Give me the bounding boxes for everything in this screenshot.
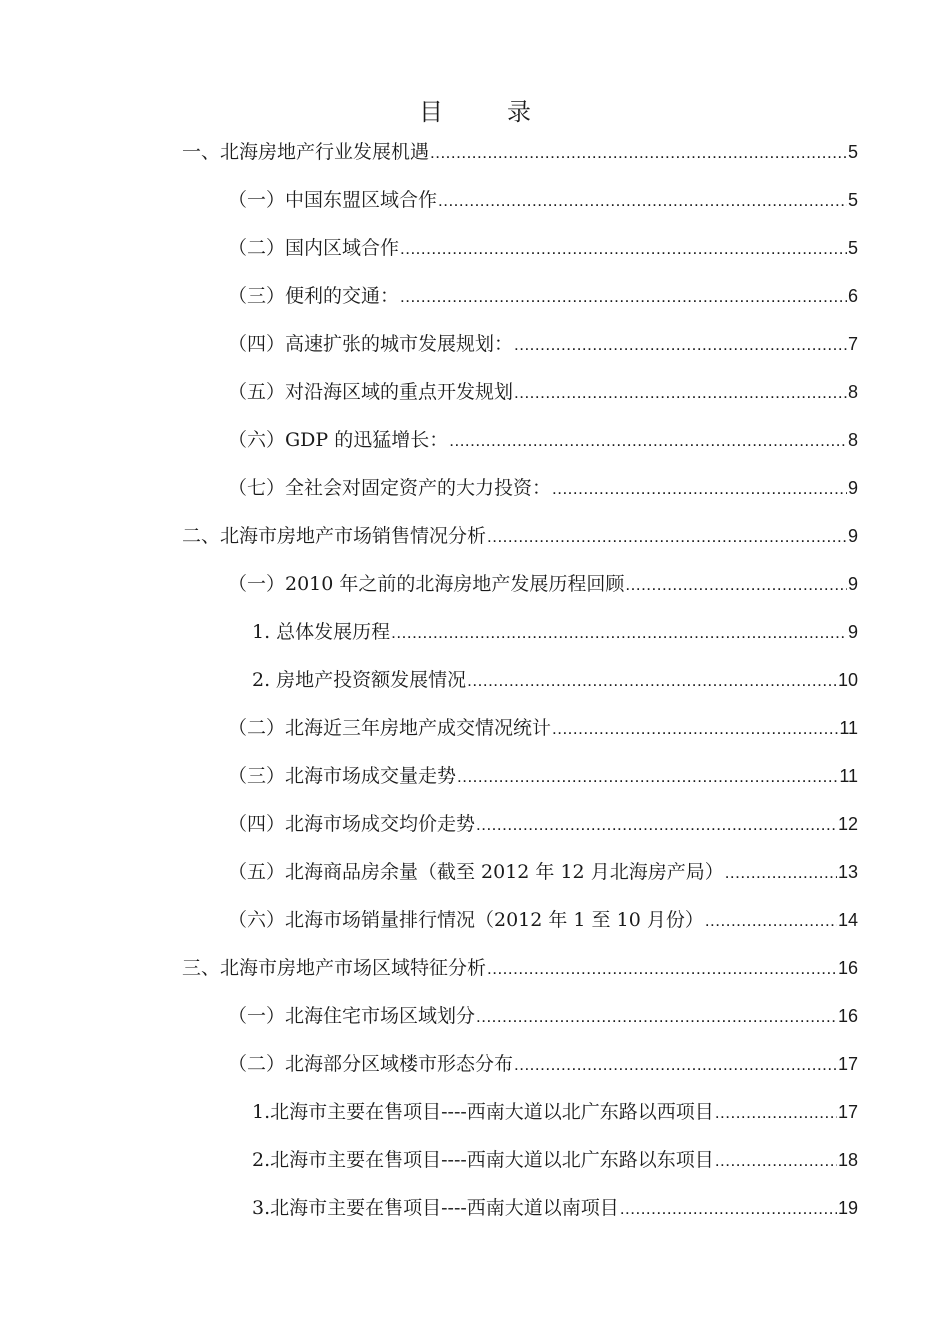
toc-entry[interactable]: [252, 1136, 858, 1184]
dot-leader: [430, 129, 847, 177]
toc-page-number: 18: [837, 1150, 858, 1170]
toc-entry-text: （二）北海近三年房地产成交情况统计: [228, 717, 552, 739]
dot-leader: [552, 465, 847, 513]
toc-entry[interactable]: [228, 560, 858, 608]
toc-entry-text: 3.北海市主要在售项目----西南大道以南项目: [252, 1197, 619, 1219]
toc-entry-text: （二）国内区域合作: [228, 237, 400, 259]
toc-entry[interactable]: [228, 704, 858, 752]
toc-page-number: 14: [837, 910, 858, 930]
toc-entry[interactable]: [228, 896, 858, 944]
toc-entry-text: （三）北海市场成交量走势: [228, 765, 457, 787]
toc-page-number: 19: [837, 1198, 858, 1218]
toc-entry[interactable]: [252, 1184, 858, 1232]
dot-leader: [400, 225, 847, 273]
toc-entry-text: 二、北海市房地产市场销售情况分析: [182, 525, 487, 547]
toc-page-number: 10: [837, 670, 858, 690]
toc-page-number: 17: [837, 1102, 858, 1122]
toc-page-number: 13: [837, 862, 858, 882]
toc-page-number: 16: [837, 958, 858, 978]
toc-page-number: 11: [839, 766, 858, 786]
toc-entry[interactable]: [252, 608, 858, 656]
toc-entry-text: （五）北海商品房余量（截至 2012 年 12 月北海房产局）: [228, 861, 724, 883]
toc-page-number: 5: [847, 238, 858, 258]
toc-entry-text: 一、北海房地产行业发展机遇: [182, 141, 430, 163]
toc-entry[interactable]: [252, 1088, 858, 1136]
toc-entry-text: 三、北海市房地产市场区域特征分析: [182, 957, 487, 979]
dot-leader: [514, 1041, 837, 1089]
toc-entry[interactable]: [228, 752, 858, 800]
toc-entry-text: （二）北海部分区域楼市形态分布: [228, 1053, 514, 1075]
dot-leader: [715, 1137, 837, 1185]
dot-leader: [449, 417, 847, 465]
toc-page-number: 9: [847, 478, 858, 498]
toc-page-number: 11: [839, 718, 858, 738]
toc-page-number: 9: [847, 526, 858, 546]
toc-entry-text: （四）北海市场成交均价走势: [228, 813, 476, 835]
toc-entry[interactable]: [228, 992, 858, 1040]
toc-entry[interactable]: [228, 272, 858, 320]
dot-leader: [467, 657, 837, 705]
toc-entry[interactable]: [228, 368, 858, 416]
toc-entry[interactable]: [228, 320, 858, 368]
dot-leader: [514, 321, 847, 369]
toc-entry[interactable]: [228, 464, 858, 512]
toc-title: 目 录: [419, 98, 551, 126]
toc-entry-text: （六）北海市场销量排行情况（2012 年 1 至 10 月份）: [228, 909, 704, 931]
toc-entry[interactable]: [228, 1040, 858, 1088]
dot-leader: [514, 369, 847, 417]
toc-page-number: 12: [837, 814, 858, 834]
toc-page-number: 6: [847, 286, 858, 306]
dot-leader: [625, 561, 847, 609]
toc-entry-text: （一）北海住宅市场区域划分: [228, 1005, 476, 1027]
toc-entry[interactable]: [228, 848, 858, 896]
toc-page-number: 8: [847, 430, 858, 450]
toc-entry[interactable]: [228, 224, 858, 272]
toc-entry[interactable]: [228, 416, 858, 464]
toc-entry[interactable]: [182, 944, 858, 992]
dot-leader: [400, 273, 847, 321]
dot-leader: [476, 993, 837, 1041]
dot-leader: [391, 609, 847, 657]
toc-entry[interactable]: [252, 656, 858, 704]
toc-page-number: 9: [847, 574, 858, 594]
toc-entry-text: （一）2010 年之前的北海房地产发展历程回顾: [228, 573, 625, 595]
toc-page-number: 16: [837, 1006, 858, 1026]
toc-entry[interactable]: [182, 128, 858, 176]
dot-leader: [487, 945, 837, 993]
dot-leader: [552, 705, 838, 753]
toc-entry[interactable]: [182, 512, 858, 560]
toc-entry-text: （三）便利的交通：: [228, 285, 400, 307]
dot-leader: [705, 897, 837, 945]
toc-entry[interactable]: [228, 176, 858, 224]
toc-page-number: 5: [847, 190, 858, 210]
toc-entry-text: 1. 总体发展历程: [252, 621, 391, 643]
toc-page-number: 8: [847, 382, 858, 402]
toc-page-number: 9: [847, 622, 858, 642]
dot-leader: [487, 513, 847, 561]
dot-leader: [715, 1089, 837, 1137]
toc-page-number: 7: [847, 334, 858, 354]
dot-leader: [725, 849, 837, 897]
dot-leader: [620, 1185, 837, 1233]
dot-leader: [476, 801, 837, 849]
toc-page-number: 5: [847, 142, 858, 162]
toc-page-number: 17: [837, 1054, 858, 1074]
toc-entry-text: （一）中国东盟区域合作: [228, 189, 438, 211]
dot-leader: [457, 753, 838, 801]
toc-entry[interactable]: [228, 800, 858, 848]
toc-entry-text: （五）对沿海区域的重点开发规划: [228, 381, 514, 403]
toc-entry-text: 2.北海市主要在售项目----西南大道以北广东路以东项目: [252, 1149, 714, 1171]
toc-entry-text: 2. 房地产投资额发展情况: [252, 669, 467, 691]
dot-leader: [438, 177, 847, 225]
toc-entry-text: （七）全社会对固定资产的大力投资：: [228, 477, 552, 499]
toc-entry-text: 1.北海市主要在售项目----西南大道以北广东路以西项目: [252, 1101, 714, 1123]
toc-entry-text: （六）GDP 的迅猛增长：: [228, 429, 449, 451]
toc-entry-text: （四）高速扩张的城市发展规划：: [228, 333, 514, 355]
